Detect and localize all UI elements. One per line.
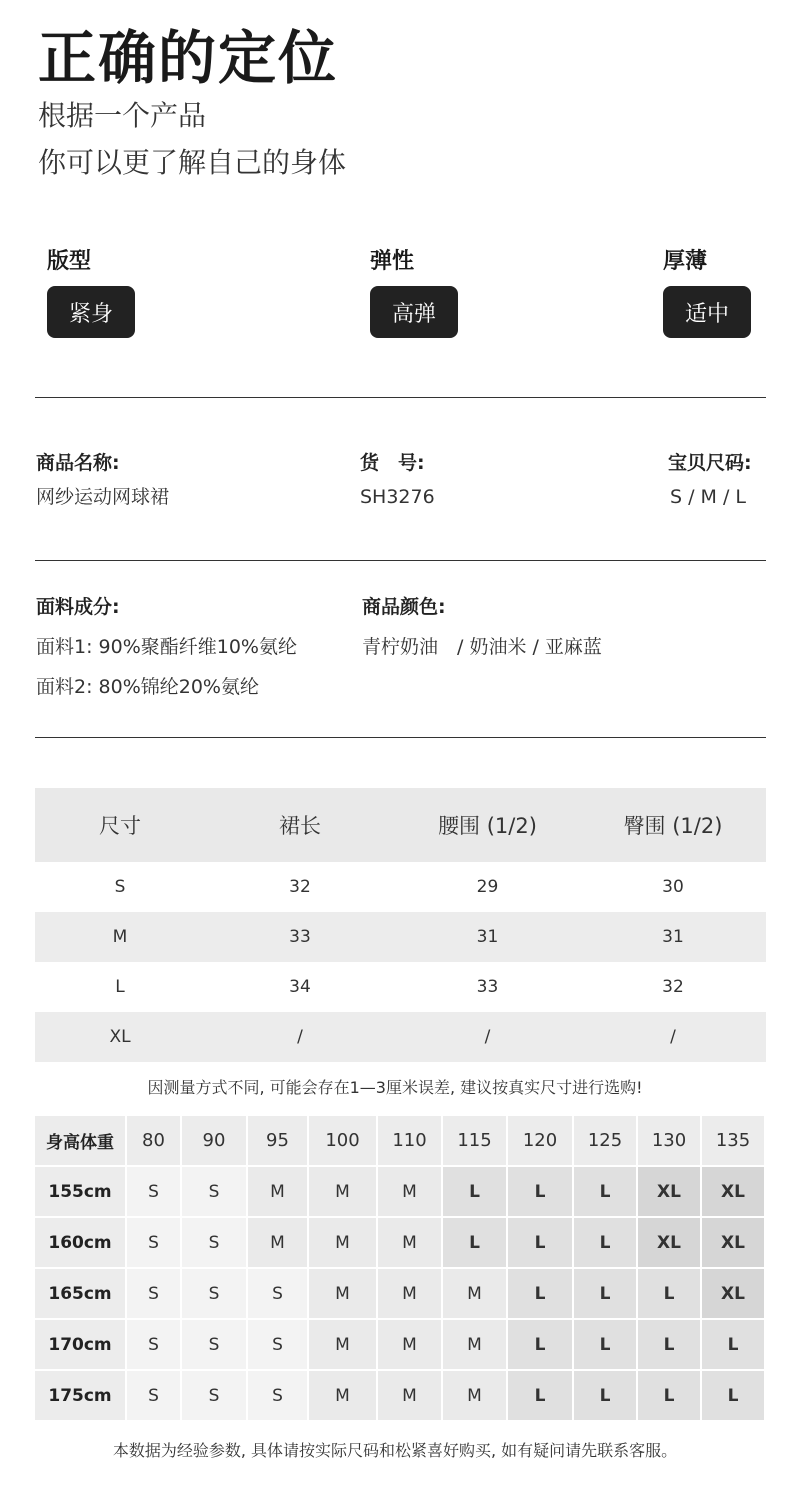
table-cell: / <box>580 1012 766 1062</box>
column-header: 臀围 (1/2) <box>580 788 766 862</box>
product-sku-label: 货 号: <box>360 452 425 474</box>
table-row <box>35 862 766 912</box>
size-cell: XL <box>638 1218 702 1269</box>
table-row <box>35 1218 766 1269</box>
size-cell: L <box>508 1320 574 1371</box>
height-label: 170cm <box>35 1320 127 1371</box>
table-cell: 32 <box>289 877 311 897</box>
column-header: 腰围 (1/2) <box>395 788 580 862</box>
size-cell: S <box>248 1371 309 1422</box>
height-label: 155cm <box>35 1167 127 1218</box>
size-cell: M <box>309 1218 378 1269</box>
table-cell: 32 <box>662 977 684 997</box>
size-cell: M <box>378 1320 443 1371</box>
weight-header: 100 <box>309 1116 378 1167</box>
column-header: 裙长 <box>205 788 395 862</box>
table-cell: 34 <box>289 977 311 997</box>
size-cell: XL <box>702 1218 766 1269</box>
table-cell: 30 <box>662 877 684 897</box>
table-row <box>35 1269 766 1320</box>
attribute-fit <box>47 246 135 338</box>
product-colors-label: 商品颜色: <box>362 596 446 618</box>
size-cell: L <box>702 1371 766 1422</box>
divider <box>35 737 766 738</box>
size-cell: L <box>508 1167 574 1218</box>
size-cell: S <box>127 1167 182 1218</box>
table-row <box>35 912 766 962</box>
size-cell: L <box>574 1320 638 1371</box>
size-table <box>35 788 766 1062</box>
disclaimer-note: 本数据为经验参数, 具体请按实际尺码和松紧喜好购买, 如有疑问请先联系客服。 <box>112 1441 678 1460</box>
page-title: 正确的定位 <box>38 24 339 92</box>
measurement-note: 因测量方式不同, 可能会存在1—3厘米误差, 建议按真实尺寸进行选购! <box>147 1078 643 1097</box>
product-name-value: 网纱运动网球裙 <box>36 486 170 508</box>
product-name <box>36 448 169 512</box>
table-cell: L <box>115 977 125 997</box>
product-sku <box>360 448 435 512</box>
product-colors <box>362 592 602 662</box>
table-cell: 33 <box>476 977 499 997</box>
attribute-thickness <box>663 246 751 338</box>
size-cell: L <box>574 1218 638 1269</box>
table-row <box>35 1012 766 1062</box>
product-fabric <box>36 592 297 702</box>
size-cell: S <box>182 1167 248 1218</box>
weight-header: 120 <box>508 1116 574 1167</box>
size-recommendation-table <box>35 1116 766 1422</box>
table-cell: M <box>35 912 205 962</box>
weight-header: 125 <box>574 1116 638 1167</box>
weight-header: 90 <box>182 1116 248 1167</box>
size-cell: L <box>638 1371 702 1422</box>
product-sizes <box>668 448 752 512</box>
size-cell: S <box>127 1371 182 1422</box>
attribute-elasticity-label: 弹性 <box>370 249 415 274</box>
height-label: 160cm <box>35 1218 127 1269</box>
size-cell: S <box>127 1218 182 1269</box>
size-cell: L <box>574 1269 638 1320</box>
product-fabric-label: 面料成分: <box>36 596 120 618</box>
table-row <box>35 1167 766 1218</box>
table-row <box>35 962 766 1012</box>
size-cell: M <box>378 1218 443 1269</box>
recommendation-header <box>35 1116 766 1167</box>
table-row <box>35 1320 766 1371</box>
size-cell: L <box>638 1269 702 1320</box>
size-cell: M <box>309 1167 378 1218</box>
attribute-thickness-value: 适中 <box>663 286 751 338</box>
product-colors-value: 青柠奶油 / 奶油米 / 亚麻蓝 <box>362 636 602 658</box>
size-cell: XL <box>702 1269 766 1320</box>
table-cell: / <box>395 1012 580 1062</box>
product-sizes-label: 宝贝尺码: <box>668 452 752 474</box>
size-cell: L <box>638 1320 702 1371</box>
attribute-fit-value: 紧身 <box>47 286 135 338</box>
size-table-header <box>35 788 766 862</box>
size-cell: L <box>443 1218 508 1269</box>
product-sku-value: SH3276 <box>360 486 435 508</box>
size-cell: S <box>182 1320 248 1371</box>
attribute-thickness-label: 厚薄 <box>663 249 708 274</box>
table-cell: 31 <box>395 912 580 962</box>
table-cell: / <box>205 1012 395 1062</box>
size-cell: L <box>574 1167 638 1218</box>
product-fabric-line-1: 面料1: 90%聚酯纤维10%氨纶 <box>36 636 297 658</box>
divider <box>35 560 766 561</box>
size-cell: L <box>508 1218 574 1269</box>
table-cell: 33 <box>205 912 395 962</box>
size-cell: L <box>443 1167 508 1218</box>
table-cell: XL <box>35 1012 205 1062</box>
size-cell: M <box>443 1320 508 1371</box>
size-cell: S <box>248 1269 309 1320</box>
size-cell: M <box>443 1371 508 1422</box>
table-cell: 31 <box>580 912 766 962</box>
size-cell: M <box>378 1269 443 1320</box>
weight-header: 115 <box>443 1116 508 1167</box>
table-cell: 29 <box>476 877 499 897</box>
table-cell: S <box>114 877 126 897</box>
size-cell: M <box>309 1269 378 1320</box>
size-cell: L <box>574 1371 638 1422</box>
attribute-elasticity <box>370 246 458 338</box>
corner-header: 身高体重 <box>35 1116 127 1167</box>
size-cell: S <box>127 1320 182 1371</box>
size-cell: L <box>508 1269 574 1320</box>
height-label: 175cm <box>35 1371 127 1422</box>
size-cell: L <box>702 1320 766 1371</box>
size-cell: L <box>508 1371 574 1422</box>
table-row <box>35 1371 766 1422</box>
product-sizes-value: S / M / L <box>670 486 746 508</box>
product-name-label: 商品名称: <box>36 452 120 474</box>
size-cell: XL <box>702 1167 766 1218</box>
subtitle-line-1: 根据一个产品 <box>38 99 207 132</box>
size-cell: S <box>248 1320 309 1371</box>
divider <box>35 397 766 398</box>
height-label: 165cm <box>35 1269 127 1320</box>
size-cell: M <box>443 1269 508 1320</box>
subtitle-line-2: 你可以更了解自己的身体 <box>38 146 347 179</box>
weight-header: 110 <box>378 1116 443 1167</box>
weight-header: 135 <box>702 1116 766 1167</box>
attribute-fit-label: 版型 <box>47 249 92 274</box>
size-cell: M <box>309 1371 378 1422</box>
attribute-elasticity-value: 高弹 <box>370 286 458 338</box>
size-cell: S <box>182 1218 248 1269</box>
column-header: 尺寸 <box>35 788 205 862</box>
product-fabric-line-2: 面料2: 80%锦纶20%氨纶 <box>36 676 259 698</box>
size-cell: M <box>248 1218 309 1269</box>
size-cell: M <box>378 1167 443 1218</box>
size-cell: S <box>127 1269 182 1320</box>
size-cell: S <box>182 1269 248 1320</box>
size-cell: S <box>182 1371 248 1422</box>
size-cell: XL <box>638 1167 702 1218</box>
weight-header: 130 <box>638 1116 702 1167</box>
size-cell: M <box>378 1371 443 1422</box>
weight-header: 95 <box>248 1116 309 1167</box>
size-cell: M <box>309 1320 378 1371</box>
size-cell: M <box>248 1167 309 1218</box>
weight-header: 80 <box>127 1116 182 1167</box>
